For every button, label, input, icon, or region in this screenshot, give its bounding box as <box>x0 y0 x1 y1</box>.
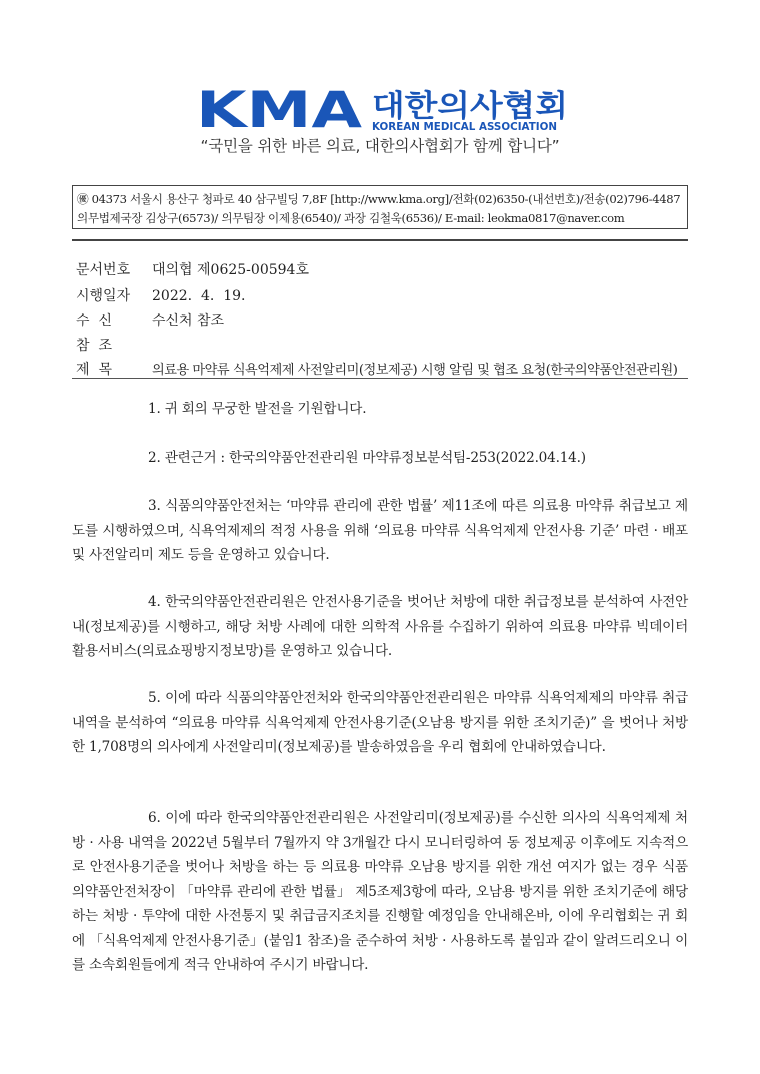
date-label: 시행일자 <box>76 288 131 304</box>
date-row <box>76 285 246 305</box>
recipient: 수신처 참조 <box>152 313 225 329</box>
org-name-ko: 대한의사협회 <box>372 89 568 124</box>
doc-number: 대의협 제0625-00594호 <box>152 262 309 278</box>
subject-label: 제목 <box>76 362 122 378</box>
body-paragraph-5 <box>72 686 688 760</box>
recipient-row <box>76 310 224 330</box>
subject-row <box>76 359 677 379</box>
contact-address-line: ㊝ 04373 서울시 용산구 청파로 40 삼구빌딩 7,8F [http://www.kma.org]/전화(02)6350-(내선번호)/전송(02)796-4487 <box>77 192 681 206</box>
paragraph-text: 6. 이에 따라 한국의약품안전관리원은 사전알리미(정보제공)를 수신한 의사의 식욕억제제 처방 · 사용 내역을 2022년 5월부터 7월까지 약 3개월간 다시 모니터링하여 동 정보제공 이후에도 지속적으로 안전사용기준을 벗어나 처방을 하는 등 의료용 마약류 오남용 방지를 위한 개선 여지가 없는 경우 식품의약품안전처장이 「마약류 관리에 관한 법률」 제5조제3항에 따라, 오남용 방지를 위한 조치기준에 해당하는 처방 · 투약에 대한 사전통지 및 취급금지조치를 진행할 예정임을 안내해온바, 이에 우리협회는 귀 회에 「식욕억제제 안전사용기준」(붙임1 참조)을 준수하여 처방 · 사용하도록 붙임과 같이 알려드리오니 이를 소속회원들에게 적극 안내하여 주시기 바랍니다. <box>72 810 688 973</box>
recipient-label: 수신 <box>76 313 122 329</box>
kma-logo-mark: KMA <box>196 86 363 139</box>
body-paragraph-3 <box>72 494 688 568</box>
paragraph-text: 4. 한국의약품안전관리원은 안전사용기준을 벗어난 처방에 대한 취급정보를 분석하여 사전안내(정보제공)를 시행하고, 해당 처방 사례에 대한 의학적 사유를 수집하기 위하여 의료용 마약류 빅데이터 활용서비스(의료쇼핑방지정보망)를 운영하고 있습니다. <box>72 594 688 659</box>
paragraph-text: 1. 귀 회의 무궁한 발전을 기원합니다. <box>148 401 367 417</box>
reference-label: 참조 <box>76 338 122 354</box>
contact-box <box>72 185 688 229</box>
paragraph-text: 2. 관련근거 : 한국의약품안전관리원 마약류정보분석팀-253(2022.04.14.) <box>148 450 586 466</box>
slogan: “국민을 위한 바른 의료, 대한의사협회가 함께 합니다” <box>200 137 560 155</box>
issue-date: 2022. 4. 19. <box>152 288 246 304</box>
contact-staff-line: 의무법제국장 김상구(6573)/ 의무팀장 이제용(6540)/ 과장 김철욱(6536)/ E-mail: leokma0817@naver.com <box>77 211 625 225</box>
header-divider <box>72 239 688 241</box>
paragraph-text: 5. 이에 따라 식품의약품안전처와 한국의약품안전관리원은 마약류 식욕억제제의 마약류 취급내역을 분석하여 “의료용 마약류 식욕억제제 안전사용기준(오남용 방지를 위한 조치기준)” 을 벗어나 처방한 1,708명의 의사에게 사전알리미(정보제공)를 발송하였음을 우리 협회에 안내하였습니다. <box>72 690 688 755</box>
doc-number-row <box>76 259 309 279</box>
body-paragraph-2 <box>72 446 688 471</box>
meta-divider <box>72 378 688 379</box>
body-paragraph-1 <box>72 397 688 422</box>
doc-number-label: 문서번호 <box>76 262 131 278</box>
body-paragraph-4 <box>72 590 688 664</box>
body-paragraph-6 <box>72 806 688 978</box>
subject: 의료용 마약류 식욕억제제 사전알리미(정보제공) 시행 알림 및 협조 요청(한국의약품안전관리원) <box>152 363 678 378</box>
paragraph-text: 3. 식품의약품안전처는 ‘마약류 관리에 관한 법률’ 제11조에 따른 의료용 마약류 취급보고 제도를 시행하였으며, 식욕억제제의 적정 사용을 위해 ‘의료용 마약류 식욕억제제 안전사용 기준’ 마련 · 배포 및 사전알리미 제도 등을 운영하고 있습니다. <box>72 498 688 563</box>
reference-row <box>76 335 152 355</box>
org-name-en: KOREAN MEDICAL ASSOCIATION <box>372 120 557 133</box>
